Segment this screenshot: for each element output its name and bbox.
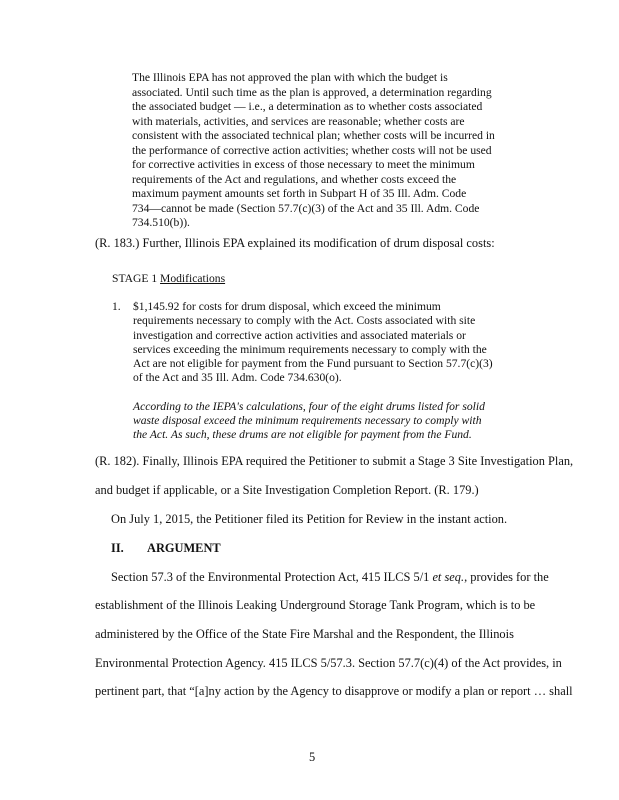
section-heading-number: II. [111,541,124,555]
body-line: On July 1, 2015, the Petitioner filed its Petition for Review in the instant action. [111,512,508,526]
italic-note-line: According to the IEPA's calculations, four of the eight drums listed for solid [133,400,485,413]
quote-line: The Illinois EPA has not approved the plan with which the budget is [132,71,448,84]
quote-line: associated. Until such time as the plan is approved, a determination regarding [132,86,492,99]
quote-line: the associated budget — i.e., a determination as to whether costs associated [132,100,483,113]
page-number: 5 [309,750,316,764]
italic-note-line: the Act. As such, these drums are not eligible for payment from the Fund. [133,428,472,441]
text-run: Section 57.3 of the Environmental Protection Act, 415 ILCS 5/1 [111,570,433,584]
item-line: investigation and corrective action activities and associated materials or [133,329,466,342]
item-line: Act are not eligible for payment from the Fund pursuant to Section 57.7(c)(3) [133,357,493,370]
subheading-prefix: STAGE 1 [112,272,161,285]
body-line: and budget if applicable, or a Site Investigation Completion Report. (R. 179.) [95,483,479,497]
body-line: administered by the Office of the State Fire Marshal and the Respondent, the Illinois [95,627,514,641]
item-number: 1. [112,300,121,313]
section-subheading [112,272,225,286]
item-line: of the Act and 35 Ill. Adm. Code 734.630(o). [133,371,342,384]
italic-note-line: waste disposal exceed the minimum requirements necessary to comply with [133,414,482,427]
quote-line: requirements of the Act and regulations, and whether costs exceed the [132,173,457,186]
quote-line: with materials, activities, and services are reasonable; whether costs are [132,115,465,128]
item-line: services exceeding the minimum requirements necessary to comply with the [133,343,487,356]
body-line [111,570,549,584]
quote-line: consistent with the associated technical plan; whether costs will be incurred in [132,129,495,142]
body-line: Environmental Protection Agency. 415 ILCS 5/57.3. Section 57.7(c)(4) of the Act provides, in [95,656,562,670]
section-heading-title: ARGUMENT [147,541,221,555]
quote-line: the performance of corrective action activities; whether costs will not be used [132,144,492,157]
subheading-underlined: Modifications [160,272,226,285]
body-line: (R. 182). Finally, Illinois EPA required the Petitioner to submit a Stage 3 Site Investigation Plan, [95,454,574,468]
item-line: requirements necessary to comply with the Act. Costs associated with site [133,314,476,327]
text-run: , provides for the [464,570,549,584]
text-run-italic: et seq. [432,570,465,584]
quote-line: 734.510(b)). [132,216,190,229]
quote-line: 734—cannot be made (Section 57.7(c)(3) of the Act and 35 Ill. Adm. Code [132,202,480,215]
quote-line: maximum payment amounts set forth in Subpart H of 35 Ill. Adm. Code [132,187,467,200]
quote-line: for corrective activities in excess of those necessary to meet the minimum [132,158,475,171]
body-paragraph: (R. 183.) Further, Illinois EPA explained its modification of drum disposal costs: [95,236,495,250]
body-line: establishment of the Illinois Leaking Underground Storage Tank Program, which is to be [95,598,536,612]
item-line: $1,145.92 for costs for drum disposal, which exceed the minimum [133,300,441,313]
body-line: pertinent part, that “[a]ny action by the Agency to disapprove or modify a plan or report … shall [95,684,573,698]
